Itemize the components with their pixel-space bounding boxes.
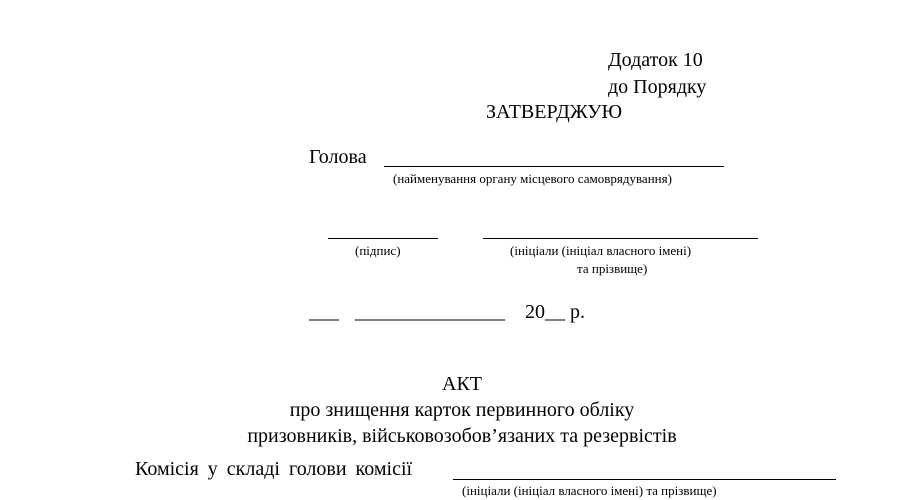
initials-caption-line-2: та прізвище) bbox=[577, 261, 648, 276]
appendix-number: Додаток 10 bbox=[608, 49, 703, 71]
act-subtitle-line-2: призовників, військовозобов’язаних та резервістів bbox=[247, 425, 677, 447]
date-day: ___ bbox=[309, 301, 339, 323]
act-subtitle-line-1: про знищення карток первинного обліку bbox=[289, 399, 635, 421]
commission-blank-line bbox=[453, 479, 836, 480]
approve-heading: ЗАТВЕРДЖУЮ bbox=[486, 101, 623, 123]
initials-blank-line bbox=[483, 238, 758, 239]
act-title: АКТ bbox=[442, 373, 482, 395]
head-caption: (найменування органу місцевого самоврядування) bbox=[393, 171, 672, 186]
head-label: Голова bbox=[309, 146, 367, 168]
commission-label: Комісія у складі голови комісії bbox=[135, 458, 413, 480]
date-month: _______________ bbox=[355, 301, 505, 323]
appendix-reference: до Порядку bbox=[608, 76, 707, 98]
signature-caption: (підпис) bbox=[355, 243, 401, 258]
commission-caption: (ініціали (ініціал власного імені) та прізвище) bbox=[462, 483, 717, 498]
signature-blank-line bbox=[328, 238, 438, 239]
initials-caption-line-1: (ініціали (ініціал власного імені) bbox=[510, 243, 692, 258]
head-blank-line bbox=[384, 166, 724, 167]
date-year: 20__ р. bbox=[525, 301, 585, 323]
